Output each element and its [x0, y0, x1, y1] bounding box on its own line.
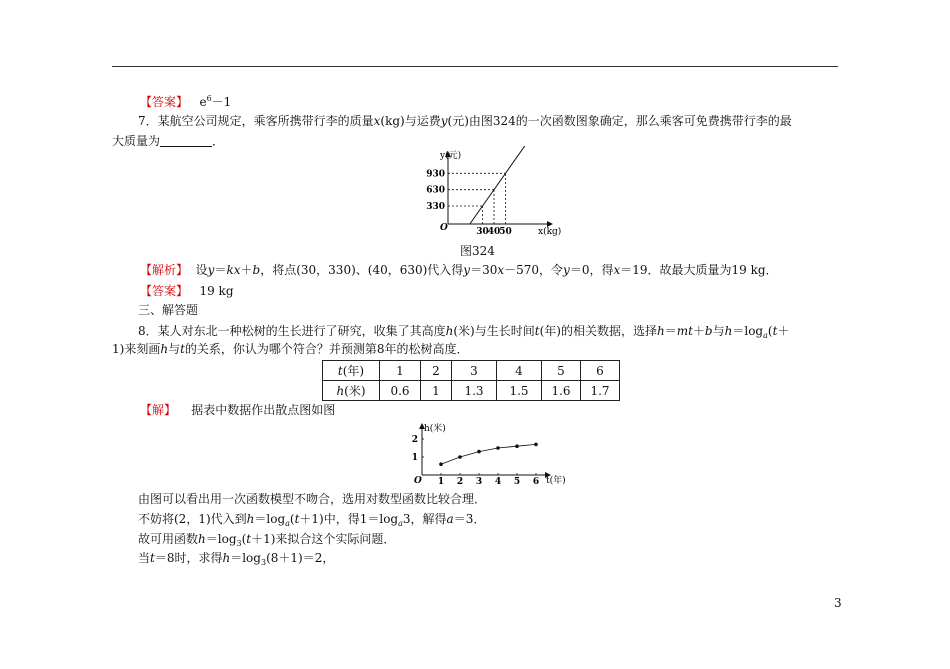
sol-text: ＝log — [205, 532, 237, 546]
x-tick-label: 5 — [513, 477, 521, 487]
q8-text: (米)与生长时间 — [453, 324, 535, 338]
q7-text: ． — [212, 134, 225, 148]
y-axis-label: y(元) — [440, 151, 462, 161]
y-axis-label: h(米) — [424, 424, 446, 434]
a7-var: kx — [226, 263, 241, 277]
q8-var: t — [534, 324, 540, 338]
q8-var: h — [656, 324, 665, 338]
scatter-point — [439, 462, 443, 466]
q8-text: ＋ — [777, 324, 790, 338]
x-tick-label: 1 — [437, 477, 445, 487]
q8-sub: a — [763, 331, 768, 340]
analysis-tag: 【解析】 — [140, 263, 189, 277]
sol-text: ＝3． — [453, 512, 486, 526]
q8-var: h — [724, 324, 733, 338]
sol-sub: a — [285, 519, 290, 528]
sol-text: (8＋1)＝2， — [266, 551, 335, 565]
answer-tag: 【答案】 — [140, 284, 189, 298]
x-tick-label: 4 — [494, 477, 502, 487]
table-header-var: t — [337, 364, 343, 378]
table-header-cell — [323, 361, 380, 381]
q7-text: 大质量为 — [112, 134, 161, 148]
solution-line-4 — [138, 550, 334, 571]
q8-var: h — [160, 342, 169, 356]
q8-text: 与 — [168, 342, 181, 356]
a7-text: 设 — [195, 263, 208, 277]
x-tick-label: 50 — [499, 227, 512, 237]
a7-text: ＋ — [240, 263, 253, 277]
sol-text: ＝log — [230, 551, 261, 565]
q8-var: t — [772, 324, 778, 338]
x-axis-label: t(年) — [546, 476, 566, 486]
function-line — [470, 146, 531, 224]
sol-sub: 3 — [236, 539, 242, 548]
sol-text: ＝log — [254, 512, 286, 526]
solution-text: 据表中数据作出散点图如图 — [191, 403, 336, 417]
a7-var: x — [497, 263, 505, 277]
a7-text: ＝0，得 — [569, 263, 614, 277]
solution-line-1: 由图可以看出用一次函数模型不吻合，选用对数型函数比较合理． — [138, 492, 487, 506]
a7-var: x — [613, 263, 621, 277]
q8-text: ＋ — [692, 324, 705, 338]
table-cell: 1 — [380, 361, 421, 381]
x-tick-label: 30 — [476, 227, 489, 237]
q8-text: 8．某人对东北一种松树的生长进行了研究，收集了其高度 — [138, 324, 446, 338]
q8-text: 与 — [712, 324, 725, 338]
y-tick-label: 930 — [426, 169, 445, 180]
table-cell: 1.3 — [452, 381, 497, 401]
scatter-point — [496, 446, 500, 450]
answer-text: e — [199, 95, 207, 109]
table-cell: 6 — [581, 361, 620, 381]
table-row — [323, 381, 620, 401]
table-cell: 1.5 — [497, 381, 542, 401]
answer-tag: 【答案】 — [140, 95, 189, 109]
y-tick-label: 630 — [426, 185, 445, 196]
x-tick-label: 40 — [487, 227, 501, 237]
a7-text: ＝ — [214, 263, 227, 277]
q8-var: mt — [676, 324, 693, 338]
q8-var: t — [180, 342, 185, 356]
answer-7 — [140, 283, 234, 299]
q7-var: y — [440, 114, 448, 128]
sol-text: ( — [289, 512, 295, 526]
q8-text: ( — [767, 324, 773, 338]
q8-var: b — [704, 324, 713, 338]
analysis-7 — [140, 262, 778, 278]
solution-tag: 【解】 — [140, 403, 177, 417]
a7-var: y — [563, 263, 570, 277]
a7-text: ＝19．故最大质量为19 kg． — [620, 263, 778, 277]
answer-line-1 — [140, 91, 231, 110]
sol-sub: 3 — [260, 558, 267, 567]
a7-text: ，将点(30，330)、(40，630)代入得 — [260, 263, 464, 277]
x-tick-label: 2 — [456, 477, 464, 487]
table-cell: 2 — [421, 361, 452, 381]
q7-text: 7．某航空公司规定，乘客所携带行李的质量 — [138, 114, 374, 128]
sol-var: h — [222, 551, 231, 565]
table-header-unit: (年) — [342, 364, 365, 378]
sol-text: ( — [241, 532, 247, 546]
table-cell: 4 — [497, 361, 542, 381]
figure-324 — [418, 146, 578, 238]
x-axis-label: x(kg) — [538, 227, 562, 237]
answer-sup: 6 — [206, 94, 212, 103]
table-cell: 0.6 — [380, 381, 421, 401]
sol-var: h — [198, 532, 206, 546]
sol-text: ＋1)来拟合这个实际问题． — [251, 532, 396, 546]
sol-var: t — [246, 532, 252, 546]
section-heading: 三、解答题 — [138, 303, 199, 317]
table-row — [323, 361, 620, 381]
question-7-line-2 — [112, 133, 224, 149]
q8-text: (年)的相关数据，选择 — [539, 324, 657, 338]
answer-blank — [160, 135, 212, 147]
question-8-line-2 — [112, 341, 469, 357]
q8-text: ＝log — [732, 324, 764, 338]
a7-var: b — [252, 263, 261, 277]
answer-text2: －1 — [211, 95, 232, 109]
scatter-point — [515, 444, 519, 448]
data-table — [322, 360, 620, 401]
sol-text: 3，解得 — [402, 512, 447, 526]
page-number: 3 — [834, 596, 842, 610]
x-tick-label: 3 — [475, 477, 483, 487]
sol-text: ＝8时，求得 — [154, 551, 223, 565]
sol-text: 当 — [138, 551, 151, 565]
q7-var: x — [373, 114, 381, 128]
origin-label: O — [414, 476, 422, 486]
q7-text: (元)由图324的一次函数图象确定，那么乘客可免费携带行李的最 — [447, 114, 792, 128]
sol-sub: a — [398, 519, 403, 528]
y-tick-label: 330 — [426, 202, 445, 213]
q8-var: h — [445, 324, 454, 338]
a7-text: ＝30 — [470, 263, 498, 277]
a7-text: －570，令 — [504, 263, 564, 277]
table-header-unit: (米) — [344, 384, 366, 398]
table-cell: 1.7 — [581, 381, 620, 401]
q8-text: 的关系，你认为哪个符合？并预测第8年的松树高度． — [184, 342, 469, 356]
q8-text: ＝ — [664, 324, 677, 338]
a7-var: y — [463, 263, 471, 277]
y-tick-label: 2 — [411, 435, 418, 445]
solution-8 — [140, 402, 335, 418]
answer-text: 19 kg — [199, 284, 234, 298]
table-cell: 1.6 — [542, 381, 581, 401]
table-cell: 1 — [421, 381, 452, 401]
scatter-point — [458, 455, 462, 459]
sol-text: 不妨将(2，1)代入到 — [138, 512, 247, 526]
sol-text: 故可用函数 — [138, 532, 199, 546]
figure-caption: 图324 — [460, 244, 495, 258]
sol-var: a — [446, 512, 454, 526]
table-cell: 5 — [542, 361, 581, 381]
table-header-var: h — [336, 384, 345, 398]
x-tick-label: 6 — [532, 477, 540, 487]
q7-text: (kg)与运费 — [380, 114, 441, 128]
figure-scatter — [404, 422, 574, 488]
sol-var: t — [294, 512, 300, 526]
a7-var: y — [207, 263, 215, 277]
sol-text: ＋1)中，得1＝log — [299, 512, 399, 526]
q8-text: 1)来刻画 — [112, 342, 161, 356]
sol-var: h — [246, 512, 255, 526]
solution-line-2 — [138, 511, 485, 532]
question-7-line-1 — [138, 113, 792, 129]
header-rule — [112, 66, 838, 67]
table-cell: 3 — [452, 361, 497, 381]
trend-curve — [441, 444, 536, 464]
scatter-point — [477, 450, 481, 454]
sol-var: t — [150, 551, 155, 565]
solution-line-3 — [138, 531, 395, 552]
table-header-cell — [323, 381, 380, 401]
origin-label: O — [440, 223, 448, 233]
scatter-point — [534, 443, 538, 447]
y-tick-label: 1 — [411, 453, 418, 463]
